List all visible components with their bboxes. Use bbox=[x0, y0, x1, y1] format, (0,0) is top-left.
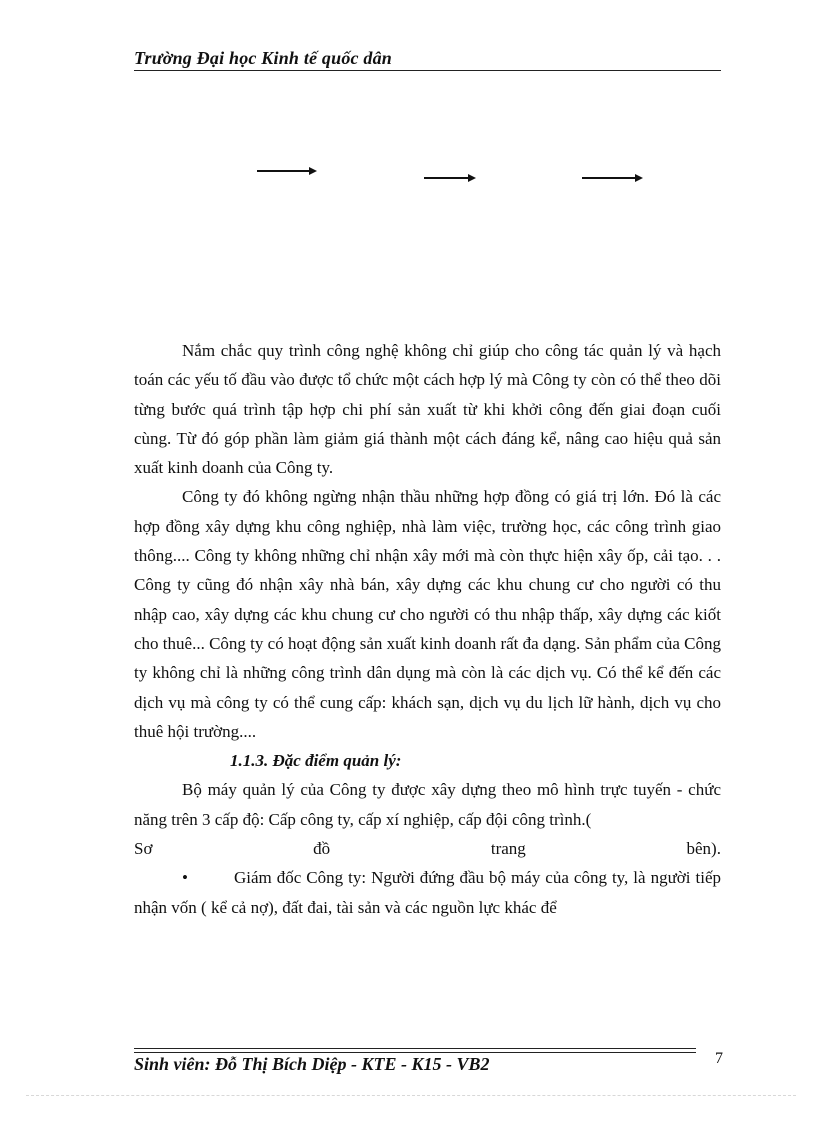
footer-rule-top bbox=[134, 1048, 696, 1049]
tail-word-1: Sơ bbox=[134, 839, 153, 859]
tail-word-3: trang bbox=[490, 839, 526, 859]
tail-word-4: bên). bbox=[686, 839, 721, 859]
flow-arrow-1 bbox=[257, 165, 317, 177]
body-text bbox=[134, 336, 721, 922]
bullet-icon: • bbox=[182, 868, 188, 888]
footer-rule-bottom bbox=[134, 1052, 696, 1053]
page-edge-divider bbox=[26, 1095, 796, 1096]
header-rule bbox=[134, 70, 721, 71]
paragraph-management: Bộ máy quản lý của Công ty được xây dựng theo mô hình trực tuyến - chức năng trên 3 cấp độ: Cấp công ty, cấp xí nghiệp, cấp đội công trình.( bbox=[134, 780, 721, 829]
paragraph-process: Nắm chắc quy trình công nghệ không chỉ giúp cho công tác quản lý và hạch toán các yếu tố đầu vào được tổ chức một cách hợp lý mà Công ty còn có thể theo dõi từng bước quá trình tập hợp chi phí sản xuất từ khi khởi công đến giai đoạn cuối cùng. Từ đó góp phần làm giảm giá thành một cách đáng kể, nâng cao hiệu quả sản xuất kinh doanh của Công ty. bbox=[134, 341, 721, 478]
section-subheading: 1.1.3. Đặc điểm quản lý: bbox=[230, 751, 402, 771]
header-title: Trường Đại học Kinh tế quốc dân bbox=[134, 48, 393, 68]
paragraph-management-tail bbox=[134, 834, 721, 863]
flow-arrow-3 bbox=[582, 172, 643, 184]
flow-arrow-2 bbox=[424, 172, 476, 184]
paragraph-contracts: Công ty đó không ngừng nhận thầu những hợp đồng có giá trị lớn. Đó là các hợp đồng xây dựng khu công nghiệp, nhà làm việc, trường học, các công trình giao thông.... Công ty không những chỉ nhận xây mới mà còn thực hiện xây ốp, cải tạo. . . Công ty cũng đó nhận xây nhà bán, xây dựng các khu chung cư cho người có thu nhập cao, xây dựng các khu chung cư cho người có thu nhập thấp, xây dựng các kiốt cho thuê... Công ty có hoạt động sản xuất kinh doanh rất đa dạng. Sản phẩm của Công ty không chỉ là những công trình dân dụng mà còn là các dịch vụ. Có thể kể đến các dịch vụ mà công ty có thể cung cấp: khách sạn, dịch vụ du lịch lữ hành, dịch vụ cho thuê hội trường.... bbox=[134, 487, 721, 741]
bullet-item-director bbox=[134, 863, 721, 922]
footer-author: Sinh viên: Đỗ Thị Bích Diệp - KTE - K15 - VB2 bbox=[134, 1054, 490, 1074]
tail-word-2: đồ bbox=[313, 839, 331, 859]
bullet-text: Giám đốc Công ty: Người đứng đầu bộ máy của công ty, là người tiếp nhận vốn ( kể cả nợ), đất đai, tài sản và các nguồn lực khác để bbox=[134, 868, 721, 917]
page-number: 7 bbox=[715, 1050, 723, 1067]
